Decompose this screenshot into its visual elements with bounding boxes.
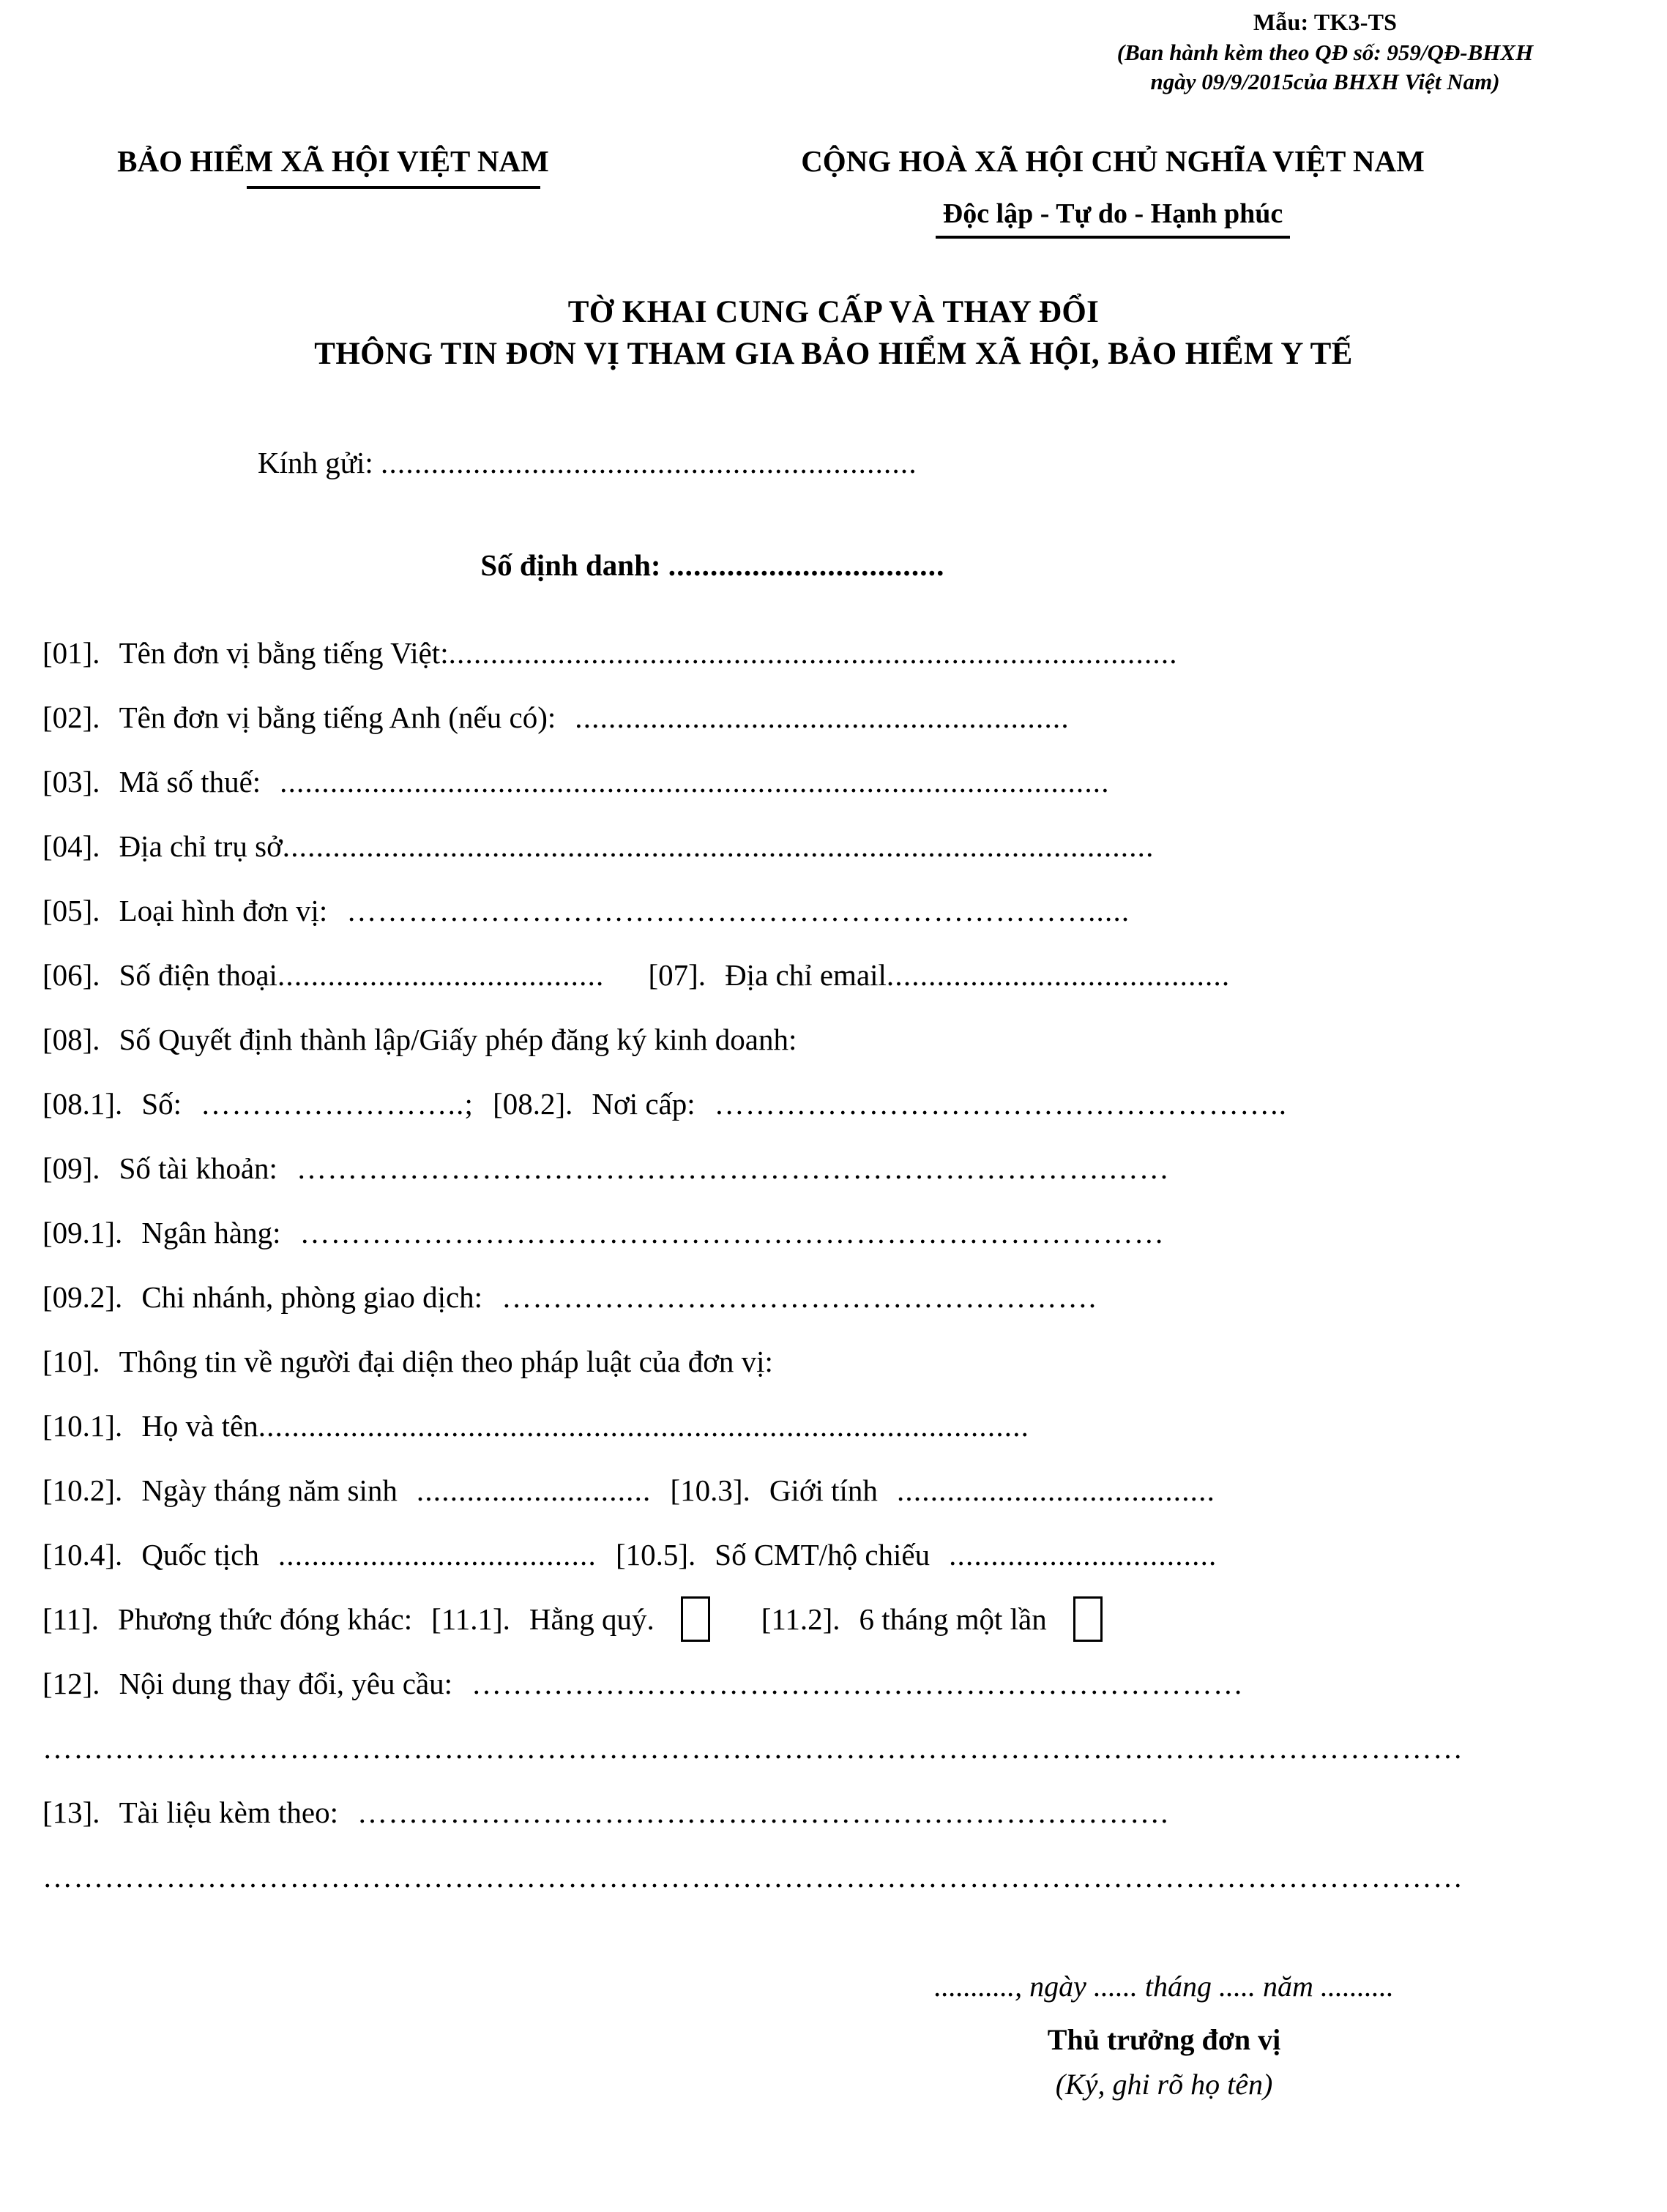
field-input-06[interactable]: ....................................... (277, 957, 605, 992)
field-row-09 (42, 1136, 1587, 1200)
field-row-13 (42, 1780, 1587, 1845)
field-input-05[interactable]: ………………………………………………………………..... (346, 893, 1130, 927)
field-label-10: Thông tin về người đại diện theo pháp luật của đơn vị: (119, 1344, 773, 1378)
field-number-13: [13]. (42, 1795, 100, 1829)
field-row-11-payment-method (42, 1587, 1587, 1651)
form-code-block (1003, 7, 1647, 97)
field-input-02[interactable]: ........................................................... (575, 700, 1070, 734)
field-input-10-4[interactable]: ...................................... (277, 1537, 597, 1572)
field-label-10-3: Giới tính (769, 1473, 878, 1507)
field-row-10 (42, 1329, 1587, 1394)
document-title (0, 291, 1667, 375)
form-issued-line-1: (Ban hành kèm theo QĐ số: 959/QĐ-BHXH (1116, 39, 1534, 65)
checkbox-quarterly[interactable] (681, 1596, 710, 1642)
field-number-11: [11]. (42, 1602, 100, 1636)
field-number-10-3: [10.3]. (670, 1473, 750, 1507)
field-label-11-1: Hằng quý. (529, 1602, 655, 1636)
field-label-10-4: Quốc tịch (141, 1537, 259, 1572)
field-input-09-1[interactable]: ………………………………………………………………………… (299, 1215, 1166, 1249)
national-motto: Độc lập - Tự do - Hạnh phúc (942, 198, 1283, 229)
identifier-label: Số định danh: (480, 548, 661, 582)
recipient-line (258, 445, 917, 480)
field-label-09: Số tài khoản: (119, 1151, 277, 1185)
signature-block (835, 1969, 1493, 2101)
identifier-line (0, 548, 1667, 583)
field-row-06-07 (42, 943, 1587, 1007)
signature-role-label: Thủ trưởng đơn vị (1047, 2023, 1281, 2056)
field-input-10-5[interactable]: ................................ (949, 1537, 1217, 1572)
title-line-2: THÔNG TIN ĐƠN VỊ THAM GIA BẢO HIỂM XÃ HỘI, BẢO HIỂM Y TẾ (314, 337, 1353, 372)
field-row-13-continuation (42, 1845, 1587, 1909)
field-label-02: Tên đơn vị bằng tiếng Anh (nếu có): (119, 700, 556, 734)
field-label-10-1: Họ và tên (141, 1408, 258, 1443)
field-label-04: Địa chỉ trụ sở (119, 829, 283, 863)
field-row-08 (42, 1007, 1587, 1072)
checkbox-semiannual[interactable] (1073, 1596, 1103, 1642)
field-number-10-1: [10.1]. (42, 1408, 123, 1443)
field-input-08-1[interactable]: ……………………..; (201, 1086, 474, 1121)
field-input-03[interactable]: ................................................................................................... (280, 764, 1110, 799)
field-number-10-4: [10.4]. (42, 1537, 123, 1572)
field-number-11-1: [11.1]. (431, 1602, 510, 1636)
field-row-01 (42, 621, 1587, 685)
field-number-08-2: [08.2]. (493, 1086, 573, 1121)
field-row-05 (42, 878, 1587, 943)
field-number-04: [04]. (42, 829, 100, 863)
field-row-09-2 (42, 1265, 1587, 1329)
field-number-09-1: [09.1]. (42, 1215, 123, 1249)
field-input-07[interactable]: ......................................... (886, 957, 1231, 992)
field-row-10-4-10-5 (42, 1522, 1587, 1587)
republic-name: CỘNG HOÀ XÃ HỘI CHỦ NGHĨA VIỆT NAM (801, 144, 1425, 178)
field-input-13[interactable]: ……………………………………………………………………. (357, 1795, 1169, 1829)
form-issued-line-2: ngày 09/9/2015của BHXH Việt Nam) (1150, 68, 1500, 94)
field-number-03: [03]. (42, 764, 100, 799)
field-input-10-1[interactable]: ............................................................................................ (258, 1408, 1030, 1443)
agency-name: BẢO HIỂM XÃ HỘI VIỆT NAM (117, 144, 549, 178)
field-input-09[interactable]: …………………………………………………………………….…… (296, 1151, 1170, 1185)
field-label-03: Mã số thuế: (119, 764, 261, 799)
field-input-09-2[interactable]: …………………………………………………. (501, 1279, 1097, 1314)
field-label-11: Phương thức đóng khác: (118, 1602, 413, 1636)
field-row-08-1-08-2 (42, 1072, 1587, 1136)
field-label-08: Số Quyết định thành lập/Giấy phép đăng ký kinh doanh: (119, 1022, 797, 1056)
field-label-08-2: Nơi cấp: (592, 1086, 695, 1121)
field-number-12: [12]. (42, 1666, 100, 1700)
field-input-10-3[interactable]: ...................................... (896, 1473, 1216, 1507)
field-input-13-continuation[interactable]: ………………………………………………………………………………………………………………………… (42, 1860, 1464, 1894)
field-input-10-2[interactable]: ............................ (416, 1473, 652, 1507)
field-number-10: [10]. (42, 1344, 100, 1378)
organisation-header (0, 143, 1667, 230)
field-row-10-1 (42, 1394, 1587, 1458)
recipient-label: Kính gửi: (258, 446, 373, 479)
signature-instruction: (Ký, ghi rõ họ tên) (1055, 2068, 1273, 2101)
field-label-05: Loại hình đơn vị: (119, 893, 328, 927)
field-input-01[interactable]: ....................................................................................... (448, 635, 1178, 670)
agency-block (0, 143, 659, 179)
signature-date-line[interactable]: ..........., ngày ...... tháng ..... năm .......... (934, 1970, 1394, 2003)
field-number-06: [06]. (42, 957, 100, 992)
field-label-11-2: 6 tháng một lần (859, 1602, 1047, 1636)
field-label-12: Nội dung thay đổi, yêu cầu: (119, 1666, 453, 1700)
recipient-fill-field[interactable]: ................................................................ (381, 446, 917, 479)
field-number-02: [02]. (42, 700, 100, 734)
field-input-04[interactable]: ........................................................................................................ (282, 829, 1155, 863)
field-input-08-2[interactable]: ……………………………………………….. (714, 1086, 1288, 1121)
field-row-03 (42, 750, 1587, 814)
republic-block (659, 143, 1567, 230)
field-row-12-continuation (42, 1716, 1587, 1780)
field-label-01: Tên đơn vị bằng tiếng Việt: (119, 635, 449, 670)
field-label-08-1: Số: (141, 1086, 182, 1121)
identifier-fill-field[interactable]: ................................. (668, 548, 945, 582)
form-code-number: Mẫu: TK3-TS (1253, 9, 1398, 35)
field-row-12 (42, 1651, 1587, 1716)
title-line-1: TỜ KHAI CUNG CẤP VÀ THAY ĐỔI (567, 295, 1100, 329)
field-number-11-2: [11.2]. (761, 1602, 840, 1636)
field-label-07: Địa chỉ email (725, 957, 887, 992)
field-input-12-continuation[interactable]: ………………………………………………………………………………………………………………………… (42, 1731, 1464, 1765)
field-label-09-2: Chi nhánh, phòng giao dịch: (141, 1279, 483, 1314)
field-row-04 (42, 814, 1587, 878)
field-row-10-2-10-3 (42, 1458, 1587, 1522)
field-number-05: [05]. (42, 893, 100, 927)
field-input-12[interactable]: ………………………………………………………………… (471, 1666, 1245, 1700)
field-label-09-1: Ngân hàng: (141, 1215, 281, 1249)
field-row-02 (42, 685, 1587, 750)
field-label-06: Số điện thoại (119, 957, 277, 992)
field-number-07: [07]. (648, 957, 706, 992)
field-list (42, 621, 1587, 1909)
field-number-08: [08]. (42, 1022, 100, 1056)
field-label-10-2: Ngày tháng năm sinh (141, 1473, 398, 1507)
field-label-10-5: Số CMT/hộ chiếu (715, 1537, 931, 1572)
field-number-08-1: [08.1]. (42, 1086, 123, 1121)
field-number-09-2: [09.2]. (42, 1279, 123, 1314)
field-number-09: [09]. (42, 1151, 100, 1185)
field-number-01: [01]. (42, 635, 100, 670)
field-number-10-5: [10.5]. (615, 1537, 696, 1572)
field-number-10-2: [10.2]. (42, 1473, 123, 1507)
field-row-09-1 (42, 1200, 1587, 1265)
field-label-13: Tài liệu kèm theo: (119, 1795, 338, 1829)
